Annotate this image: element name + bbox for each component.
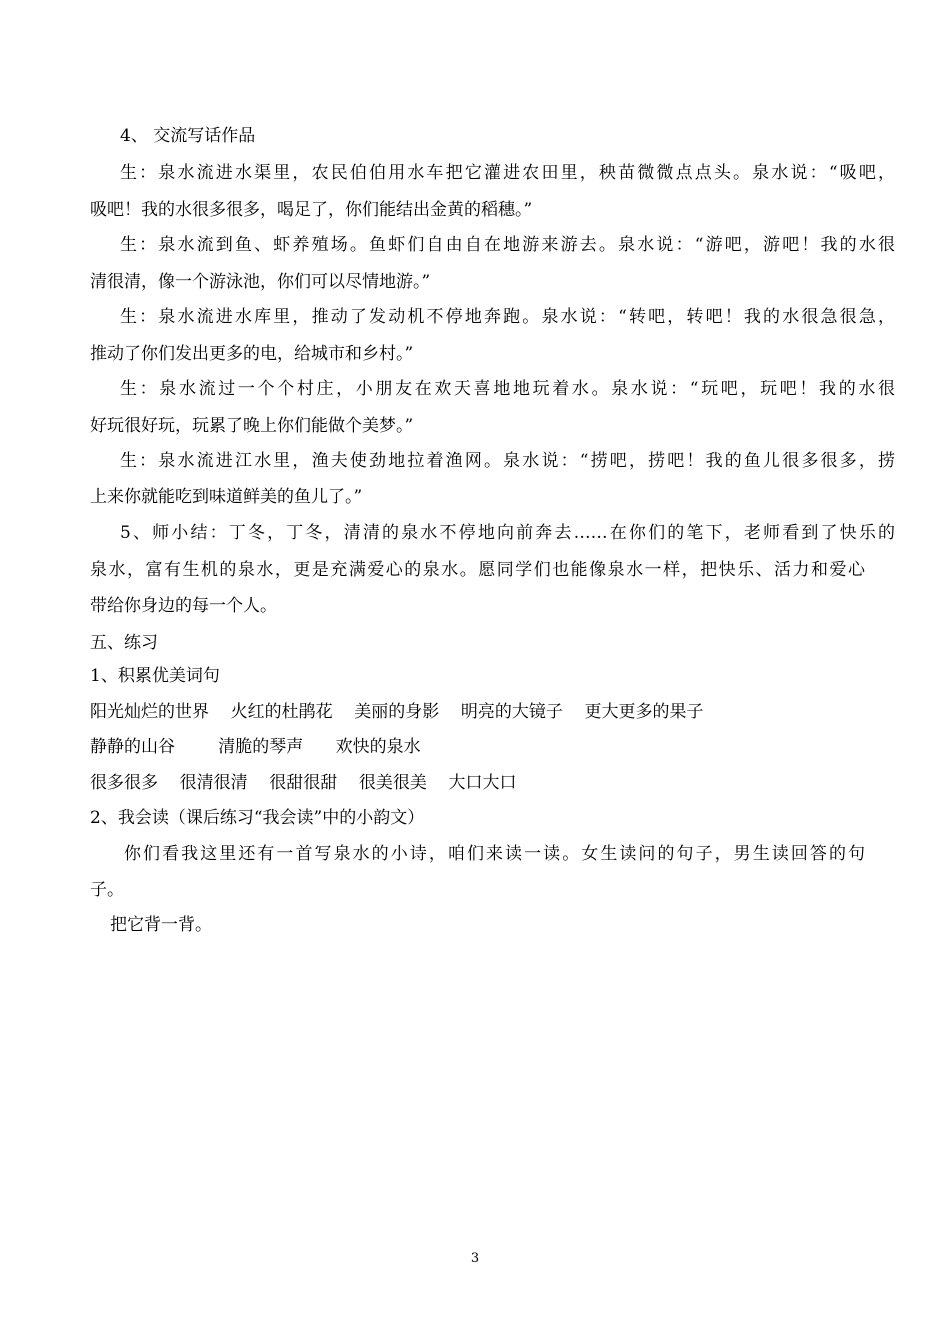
exercise-heading: 五、练习 (90, 633, 158, 653)
paragraph-line: 生：泉水流过一个个村庄，小朋友在欢天喜地地玩着水。泉水说：“玩吧，玩吧！我的水很 (120, 379, 895, 399)
phrase-row: 静静的山谷 清脆的琴声 欢快的泉水 (90, 737, 421, 757)
paragraph-line: 你们看我这里还有一首写泉水的小诗，咱们来读一读。女生读问的句子，男生读回答的句 (124, 844, 865, 864)
paragraph-line: 把它背一背。 (110, 915, 212, 935)
paragraph-line: 推动了你们发出更多的电，给城市和乡村。” (90, 344, 414, 364)
paragraph-line: 生：泉水流进水库里，推动了发动机不停地奔跑。泉水说：“转吧，转吧！我的水很急很急， (120, 307, 895, 327)
paragraph-line: 清很清，像一个游泳池，你们可以尽情地游。” (90, 272, 431, 292)
exercise-item: 1、积累优美词句 (90, 666, 220, 686)
paragraph-line: 子。 (90, 880, 124, 900)
section-heading: 4、 交流写话作品 (120, 126, 256, 146)
phrase-row: 阳光灿烂的世界 火红的杜鹃花 美丽的身影 明亮的大镜子 更大更多的果子 (90, 702, 704, 722)
exercise-item: 2、我会读（课后练习“我会读”中的小韵文） (90, 808, 425, 828)
summary-line: 带给你身边的每一个人。 (90, 596, 277, 616)
summary-line: 泉水，富有生机的泉水，更是充满爱心的泉水。愿同学们也能像泉水一样，把快乐、活力和爱心 (90, 560, 865, 580)
phrase-row: 很多很多 很清很清 很甜很甜 很美很美 大口大口 (90, 773, 517, 793)
paragraph-line: 好玩很好玩，玩累了晚上你们能做个美梦。” (90, 416, 414, 436)
paragraph-line: 生：泉水流到鱼、虾养殖场。鱼虾们自由自在地游来游去。泉水说：“游吧，游吧！我的水很 (120, 235, 895, 255)
page-number: 3 (470, 1251, 480, 1266)
paragraph-line: 上来你就能吃到味道鲜美的鱼儿了。” (90, 487, 363, 507)
paragraph-line: 生：泉水流进水渠里，农民伯伯用水车把它灌进农田里，秧苗微微点点头。泉水说：“吸吧， (120, 163, 895, 183)
paragraph-line: 生：泉水流进江水里，渔夫使劲地拉着渔网。泉水说：“捞吧，捞吧！我的鱼儿很多很多，捞 (120, 451, 895, 471)
paragraph-line: 吸吧！我的水很多很多，喝足了，你们能结出金黄的稻穗。” (90, 200, 533, 220)
summary-line: 5、师小结：丁冬，丁冬，清清的泉水不停地向前奔去……在你们的笔下，老师看到了快乐的 (120, 523, 895, 543)
